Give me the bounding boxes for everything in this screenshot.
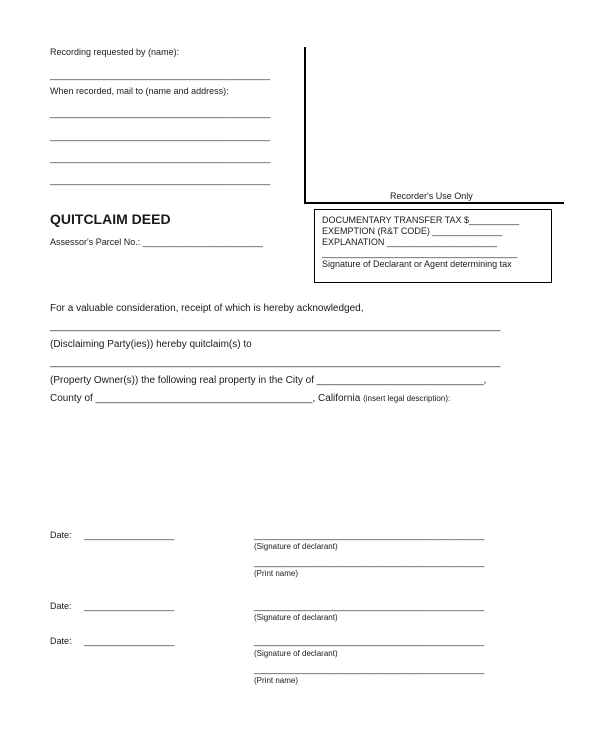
- legal-description-note: (insert legal description):: [363, 394, 451, 403]
- print-name-caption: (Print name): [254, 569, 299, 578]
- print-name-caption: (Print name): [254, 676, 299, 685]
- property-owner-blank[interactable]: _________________________________________________________________________________: [50, 357, 501, 368]
- declarant-signature-caption: Signature of Declarant or Agent determining tax: [322, 259, 512, 269]
- print-name-blank[interactable]: ______________________________________________: [254, 664, 485, 674]
- date-label: Date:: [50, 530, 72, 540]
- transfer-tax-box: [314, 209, 552, 283]
- recorder-divider-horizontal: [304, 202, 564, 204]
- signature-blank[interactable]: ______________________________________________: [254, 601, 485, 611]
- address-line-2[interactable]: ____________________________________________: [50, 131, 271, 141]
- signature-caption: (Signature of declarant): [254, 613, 338, 622]
- print-name-blank[interactable]: ______________________________________________: [254, 557, 485, 567]
- mail-to-label: When recorded, mail to (name and address):: [50, 86, 229, 96]
- county-field[interactable]: [50, 393, 450, 404]
- recording-requested-blank[interactable]: ____________________________________________: [50, 70, 271, 80]
- date-blank[interactable]: __________________: [84, 601, 175, 611]
- address-line-1[interactable]: ____________________________________________: [50, 108, 271, 118]
- explanation-line[interactable]: EXPLANATION ______________________: [322, 237, 497, 247]
- recorder-divider-vertical: [304, 47, 306, 204]
- transfer-tax-line[interactable]: DOCUMENTARY TRANSFER TAX $__________: [322, 215, 520, 225]
- disclaiming-party-blank[interactable]: _________________________________________________________________________________: [50, 321, 501, 332]
- page-title: QUITCLAIM DEED: [50, 211, 171, 227]
- recording-requested-label: Recording requested by (name):: [50, 47, 180, 57]
- signature-caption: (Signature of declarant): [254, 649, 338, 658]
- signature-blank[interactable]: ______________________________________________: [254, 636, 485, 646]
- signature-caption: (Signature of declarant): [254, 542, 338, 551]
- date-label: Date:: [50, 636, 72, 646]
- declarant-signature-line[interactable]: _______________________________________: [322, 248, 518, 258]
- county-text[interactable]: County of _______________________________________, California: [50, 393, 361, 404]
- address-line-3[interactable]: ____________________________________________: [50, 153, 271, 163]
- parcel-number-field[interactable]: Assessor's Parcel No.: ________________________: [50, 237, 263, 247]
- address-line-4[interactable]: ____________________________________________: [50, 175, 271, 185]
- disclaiming-party-text: (Disclaiming Party(ies)) hereby quitclaim(s) to: [50, 339, 252, 350]
- signature-blank[interactable]: ______________________________________________: [254, 530, 485, 540]
- property-owner-text[interactable]: (Property Owner(s)) the following real property in the City of ______________________________,: [50, 375, 487, 386]
- date-blank[interactable]: __________________: [84, 636, 175, 646]
- exemption-line[interactable]: EXEMPTION (R&T CODE) ______________: [322, 226, 503, 236]
- date-blank[interactable]: __________________: [84, 530, 175, 540]
- date-label: Date:: [50, 601, 72, 611]
- recorders-use-label: Recorder's Use Only: [390, 191, 473, 201]
- consideration-text: For a valuable consideration, receipt of which is hereby acknowledged,: [50, 303, 364, 314]
